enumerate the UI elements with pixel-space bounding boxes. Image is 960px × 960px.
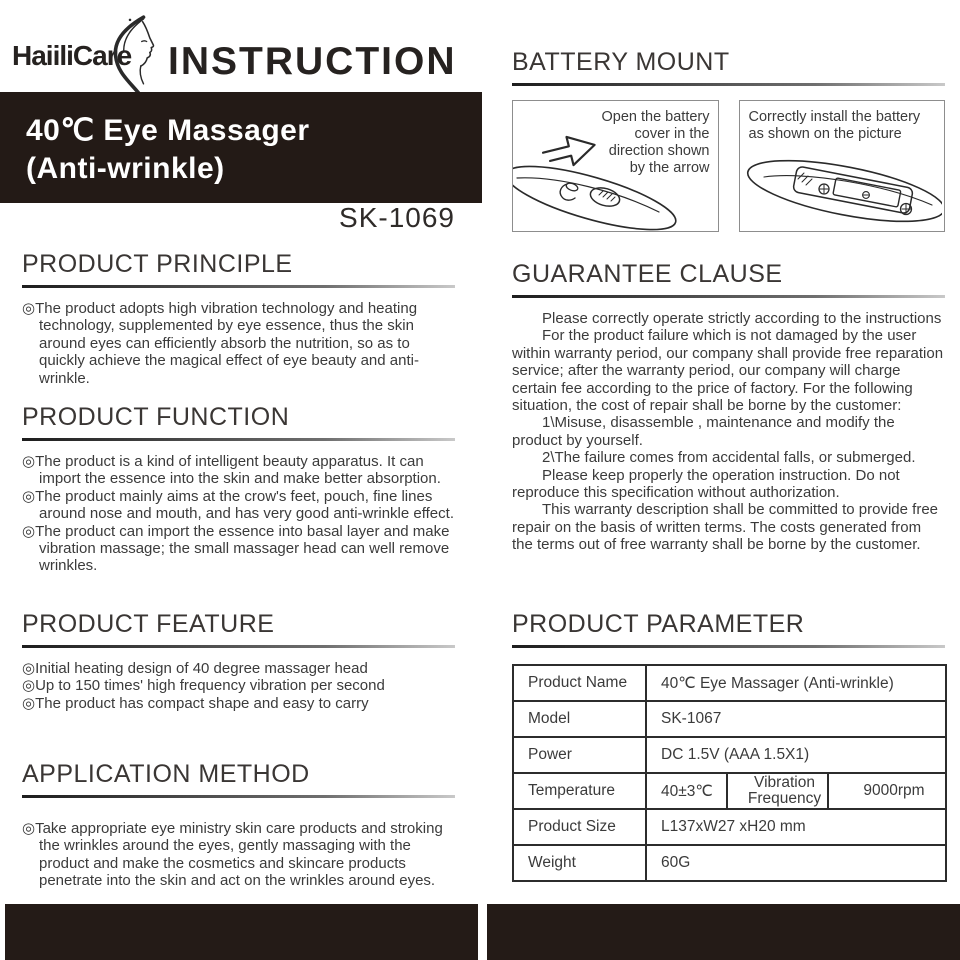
heading-underline [512, 645, 945, 648]
section-heading: APPLICATION METHOD [22, 760, 310, 788]
section-heading: BATTERY MOUNT [512, 48, 730, 76]
heading-underline [22, 795, 455, 798]
section-heading: PRODUCT FUNCTION [22, 403, 290, 431]
table-row [513, 665, 946, 701]
section-battery-mount [512, 48, 945, 232]
row-label: Product Name [513, 665, 646, 701]
caption-line: as shown on the picture [748, 126, 902, 142]
guarantee-paragraph: 1\Misuse, disassemble , maintenance and modify the product by yourself. [512, 414, 895, 449]
bullet-item [22, 695, 455, 712]
battery-install-box [739, 100, 946, 232]
bullet-icon: ◎ [22, 660, 36, 677]
row-value: 9000rpm [828, 773, 946, 809]
bullet-item [22, 488, 455, 523]
bullet-text: The product has compact shape and easy to carry [35, 694, 369, 712]
row-label: Vibration Frequency [727, 773, 828, 809]
table-row [513, 701, 946, 737]
bullet-text: The product can import the essence into basal layer and make vibration massage; the small massager head can well remove wrinkles. [35, 522, 450, 575]
bullet-item [22, 523, 455, 575]
bullet-text: Initial heating design of 40 degree massager head [35, 660, 368, 677]
brand-logo-text: HaiiliCare [12, 40, 132, 71]
footer-bar-right [487, 904, 960, 960]
section-heading: PRODUCT PRINCIPLE [22, 250, 293, 278]
row-value: 40±3℃ [646, 773, 727, 809]
guarantee-paragraph: Please correctly operate strictly according to the instructions [542, 310, 942, 327]
bullet-text: The product adopts high vibration technology and heating technology, supplemented by eye essence, thus the skin around eyes can efficiently absorb the nutrition, so as to quickly achieve the magical effect of eye beauty and anti-wrinkle. [35, 300, 419, 387]
bullet-icon: ◎ [22, 487, 36, 505]
caption-line: direction shown [608, 143, 710, 159]
bullet-icon: ◎ [22, 820, 36, 837]
section-product-principle [22, 250, 455, 387]
section-product-parameter [512, 610, 945, 882]
battery-open-illustration [512, 140, 679, 232]
row-value: 60G [646, 845, 946, 881]
banner-line1: 40℃ Eye Massager [26, 114, 310, 147]
heading-underline [22, 645, 455, 648]
row-value: L137xW27 xH20 mm [646, 809, 946, 845]
heading-underline [512, 83, 945, 86]
heading-underline [22, 285, 455, 288]
section-application-method [22, 760, 455, 890]
page-title: INSTRUCTION [168, 40, 457, 83]
bullet-icon: ◎ [22, 522, 36, 540]
row-label: Weight [513, 845, 646, 881]
heading-underline [22, 438, 455, 441]
bullet-icon: ◎ [22, 677, 36, 695]
table-row [513, 773, 946, 809]
caption-line: by the arrow [629, 160, 710, 176]
section-guarantee-clause [512, 260, 945, 554]
guarantee-paragraph: This warranty description shall be committed to provide free repair on the basis of written terms. The costs generated from the terms out of free warranty shall be borne by the customer. [512, 501, 939, 554]
caption-line: Correctly install the battery [748, 109, 921, 125]
row-label: Product Size [513, 809, 646, 845]
model-number: SK-1069 [339, 202, 455, 233]
battery-install-caption [749, 109, 921, 143]
battery-install-illustration [746, 143, 942, 231]
bullet-item [22, 677, 455, 694]
row-value: SK-1067 [646, 701, 946, 737]
table-row [513, 809, 946, 845]
product-banner [0, 92, 482, 203]
table-row [513, 737, 946, 773]
bullet-text: The product is a kind of intelligent beauty apparatus. It can import the essence into the skin and make better absorption. [35, 453, 441, 488]
bullet-item [22, 820, 455, 890]
bullet-text: Up to 150 times' high frequency vibration per second [35, 677, 385, 695]
bullet-item [22, 660, 455, 677]
section-product-function [22, 403, 455, 575]
row-label: Model [513, 701, 646, 737]
row-label: Temperature [513, 773, 646, 809]
bullet-item [22, 453, 455, 488]
heading-underline [512, 295, 945, 298]
face-logo-icon [103, 12, 157, 98]
caption-line: Open the battery [601, 109, 710, 125]
section-heading: GUARANTEE CLAUSE [512, 260, 783, 288]
bullet-item [22, 300, 455, 387]
guarantee-paragraph: For the product failure which is not damaged by the user within warranty period, our company shall provide free reparation service; after the warranty period, our company will charge certain fee according to the price of factory. For the following situation, the cost of repair shall be borne by the customer: [512, 327, 944, 415]
battery-open-box [512, 100, 719, 232]
section-product-feature [22, 610, 455, 712]
bullet-icon: ◎ [22, 453, 36, 470]
section-heading: PRODUCT PARAMETER [512, 610, 805, 638]
row-value: 40℃ Eye Massager (Anti-wrinkle) [646, 665, 946, 701]
bullet-text: Take appropriate eye ministry skin care products and stroking the wrinkles around the eyes, gently massaging with the product and make the cosmetics and skincare products penetrate into the skin and act on the wrinkles around eyes. [35, 820, 443, 890]
parameter-table [512, 664, 947, 882]
guarantee-paragraph: 2\The failure comes from accidental falls, or submerged. [542, 449, 916, 467]
row-label: Power [513, 737, 646, 773]
bullet-icon: ◎ [22, 300, 36, 317]
footer-bar-left [5, 904, 478, 960]
section-heading: PRODUCT FEATURE [22, 610, 275, 638]
bullet-icon: ◎ [22, 694, 36, 712]
table-row [513, 845, 946, 881]
guarantee-paragraph: Please keep properly the operation instruction. Do not reproduce this specification without authorization. [512, 466, 900, 502]
caption-line: cover in the [634, 126, 710, 142]
bullet-text: The product mainly aims at the crow's feet, pouch, fine lines around nose and mouth, and has very good anti-wrinkle effect. [35, 487, 454, 523]
banner-line2: (Anti-wrinkle) [26, 152, 225, 185]
row-value: DC 1.5V (AAA 1.5X1) [646, 737, 946, 773]
